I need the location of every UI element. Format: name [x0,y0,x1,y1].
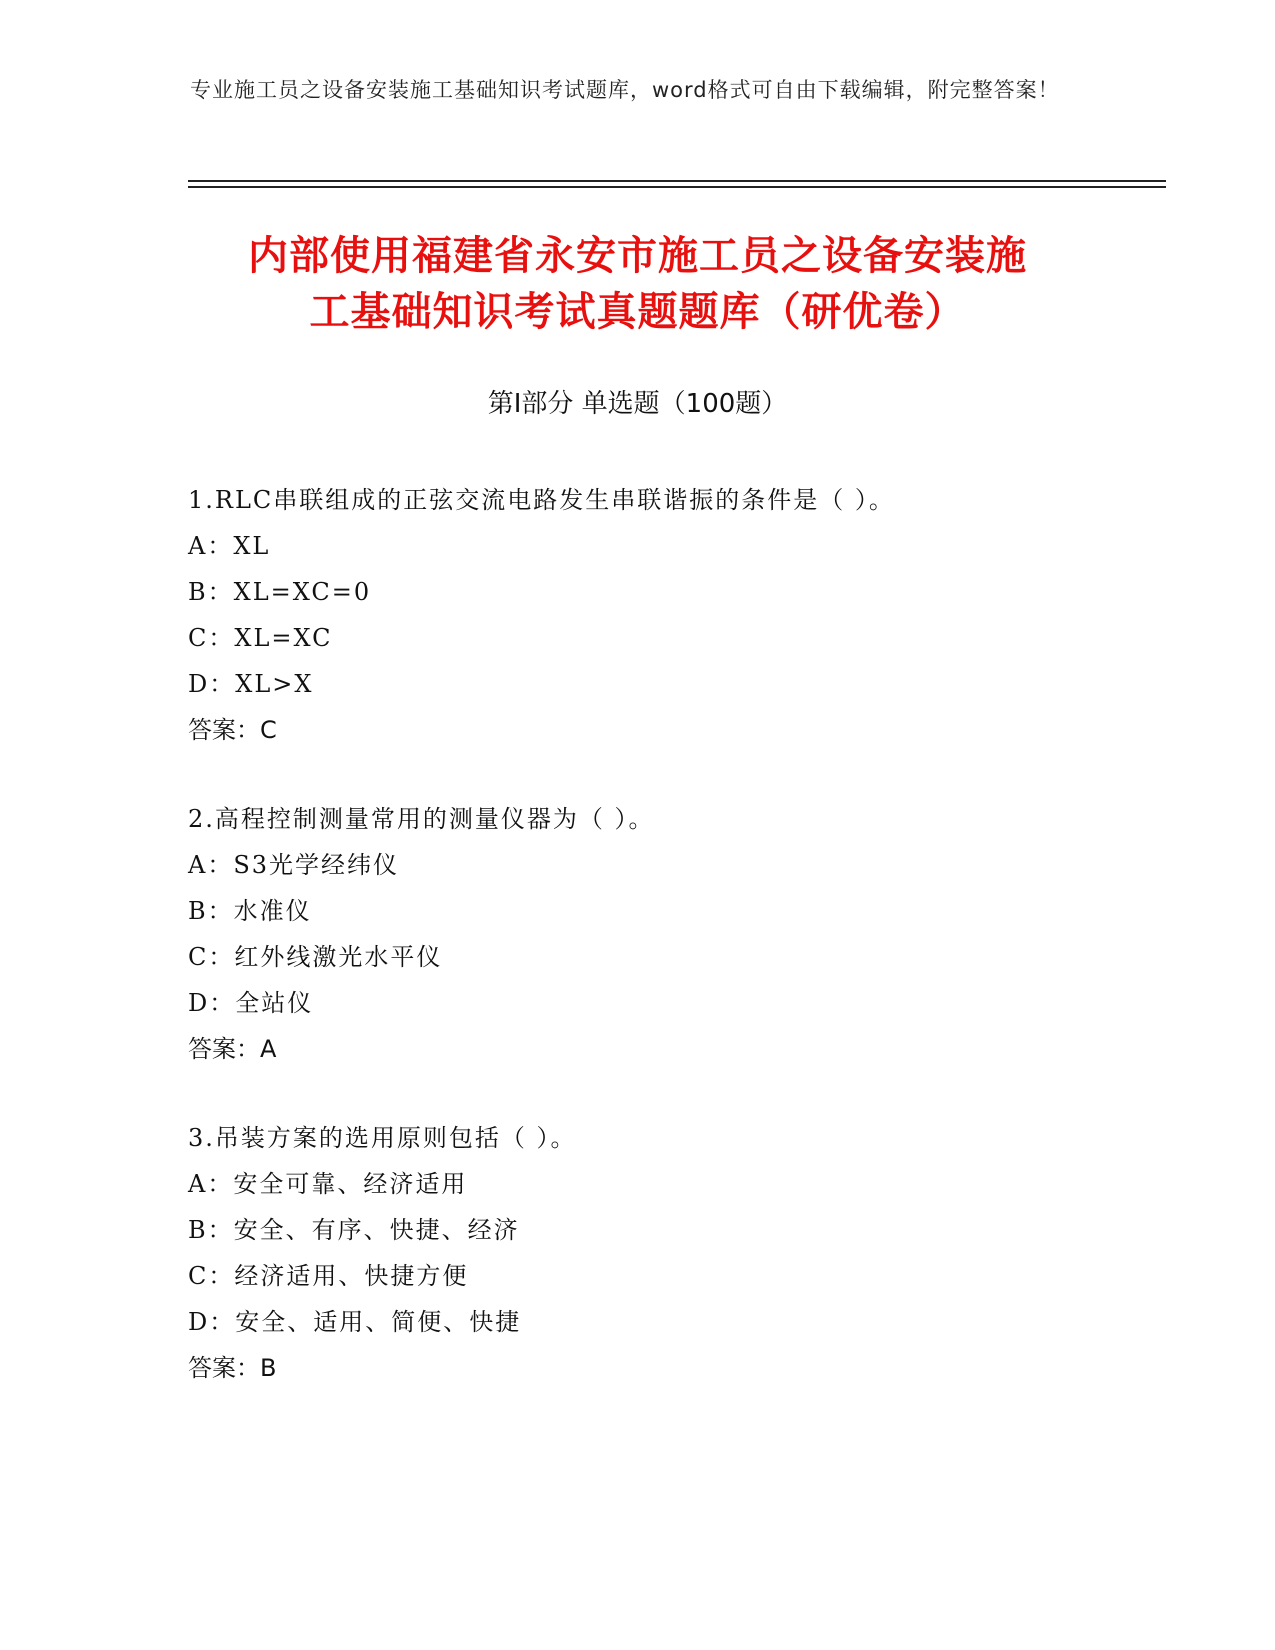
option-c: C：经济适用、快捷方便 [188,1262,469,1290]
option-a: A：S3光学经纬仪 [188,851,400,879]
option-c: C：红外线激光水平仪 [188,943,443,971]
section-heading: 第Ⅰ部分 单选题（100题） [487,389,788,419]
option-a: A：安全可靠、经济适用 [188,1170,468,1198]
document-header-note: 专业施工员之设备安装施工基础知识考试题库，word格式可自由下载编辑，附完整答案！ [190,78,1060,102]
document-title-line-2: 工基础知识考试真题题库（研优卷） [309,289,966,335]
document-title [150,228,1125,340]
option-d: D：XL>X [188,670,314,698]
option-a: A：XL [188,532,271,560]
question-stem: 3.吊装方案的选用原则包括（ ）。 [188,1124,577,1152]
option-b: B：安全、有序、快捷、经济 [188,1216,520,1244]
option-c: C：XL=XC [188,624,333,652]
question-stem: 1.RLC串联组成的正弦交流电路发生串联谐振的条件是（ ）。 [188,486,895,514]
question-block-3 [188,1115,1088,1391]
option-d: D：安全、适用、简便、快捷 [188,1308,522,1336]
question-block-2 [188,796,1088,1072]
answer-line: 答案：B [188,1354,277,1382]
option-d: D：全站仪 [188,989,314,1017]
answer-line: 答案：C [188,716,277,744]
header-divider-bottom [188,186,1166,188]
question-stem: 2.高程控制测量常用的测量仪器为（ ）。 [188,805,655,833]
option-b: B：XL=XC=0 [188,578,372,606]
option-b: B：水准仪 [188,897,312,925]
answer-line: 答案：A [188,1035,277,1063]
document-title-line-1: 内部使用福建省永安市施工员之设备安装施 [248,233,1027,279]
header-divider-top [188,180,1166,182]
question-block-1 [188,477,1088,753]
